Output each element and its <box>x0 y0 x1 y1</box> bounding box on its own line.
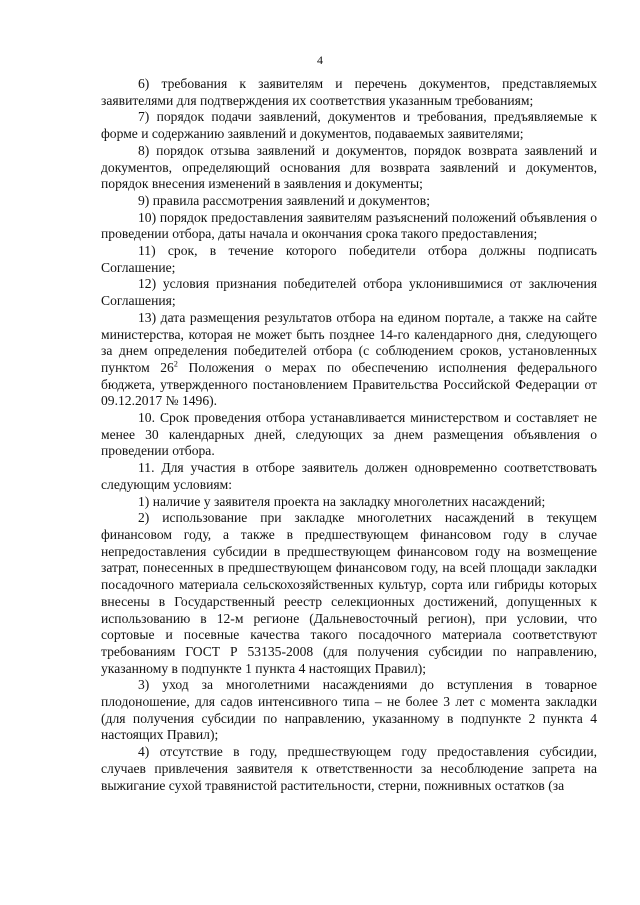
paragraph-item-13-text: 13) дата размещения результатов отбора на едином портале, а также на сайте министерства, которая не может быть позднее 14-го календарного дня, следующего за днем определения победителей отбора (с соблюдением сроков, установленных пунктом 26 <box>101 309 597 375</box>
paragraph-item-7: 7) порядок подачи заявлений, документов и требования, предъявляемые к форме и содержанию заявлений и документов, подаваемых заявителями; <box>101 109 597 142</box>
paragraph-item-11: 11) срок, в течение которого победители отбора должны подписать Соглашение; <box>101 243 597 275</box>
paragraph-item-8: 8) порядок отзыва заявлений и документов, порядок возврата заявлений и документов, определяющий основания для возврата заявлений и документов, порядок внесения изменений в заявления и документы; <box>101 142 597 192</box>
condition-item-3: 3) уход за многолетними насаждениями до вступления в товарное плодоношение, для садов интенсивного типа – не более 3 лет с момента закладки (для получения субсидии по направлению, указанному в подпункте 2 пункта 4 настоящих Правил); <box>101 677 597 743</box>
paragraph-item-12: 12) условия признания победителей отбора уклонившимися от заключения Соглашения; <box>101 276 597 309</box>
condition-item-1: 1) наличие у заявителя проекта на закладку многолетних насаждений; <box>138 493 546 509</box>
page-number: 4 <box>317 53 323 67</box>
condition-item-4: 4) отсутствие в году, предшествующем году предоставления субсидии, случаев привлечения заявителя к ответственности за несоблюдение запрета на выжигание сухой травянистой растительности, стерни, пожнивных остатков (за <box>101 744 597 793</box>
paragraph-item-10: 10) порядок предоставления заявителям разъяснений положений объявления о проведении отбора, даты начала и окончания срока такого предоставления; <box>101 209 597 242</box>
paragraph-item-13-superscript: 2 <box>173 359 178 369</box>
paragraph-item-13 <box>101 310 597 410</box>
paragraph-clause-10: 10. Срок проведения отбора устанавливается министерством и составляет не менее 30 календарных дней, следующих за днем размещения объявления о проведении отбора. <box>101 410 597 459</box>
paragraph-item-9: 9) правила рассмотрения заявлений и документов; <box>138 192 431 208</box>
paragraph-item-6: 6) требования к заявителям и перечень документов, представляемых заявителями для подтверждения их соответствия указанным требованиям; <box>101 76 597 108</box>
condition-item-2: 2) использование при закладке многолетних насаждений в текущем финансовом году, а также в предшествующем финансовом году в случае непредоставления субсидии в предшествующем финансовом году на возмещение затрат, понесенных в предшествующем финансовом году, на всей площади закладки посадочного материала сельскохозяйственных культур, сорта или гибриды которых внесены в Государственный реестр селекционных достижений, допущенных к использованию в 12-м регионе (Дальневосточный регион), при условии, что сортовые и посевные качества такого посадочного материала соответствуют требованиям ГОСТ Р 53135-2008 (для получения субсидии по направлению, указанному в подпункте 1 пункта 4 настоящих Правил); <box>101 510 597 676</box>
paragraph-clause-11: 11. Для участия в отборе заявитель должен одновременно соответствовать следующим условиям: <box>101 460 597 492</box>
paragraph-item-13-continuation: Положения о мерах по обеспечению исполнения федерального бюджета, утвержденного постановлением Правительства Российской Федерации от 09.12.2017 № 1496). <box>101 359 597 409</box>
document-body <box>101 76 597 794</box>
